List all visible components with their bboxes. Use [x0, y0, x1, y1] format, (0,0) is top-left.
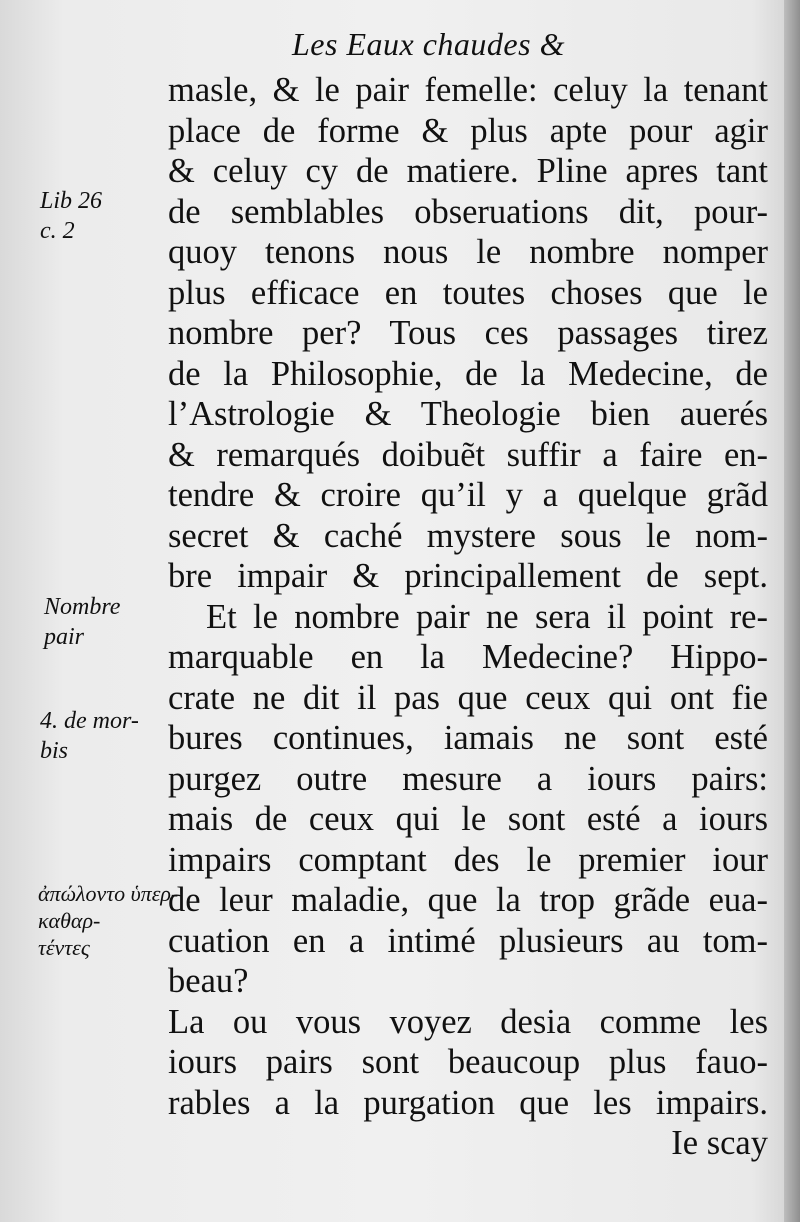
text-line: rables a la purgation que les impairs.	[168, 1083, 768, 1122]
margin-note-line: bis	[40, 738, 69, 764]
text-line: Ie scay	[671, 1124, 768, 1162]
text-line: & celuy cy de matiere. Pline apres tant	[168, 152, 768, 190]
margin-note-line: τέντες	[38, 935, 90, 960]
text-line: secret & caché mystere sous le nom-	[168, 516, 768, 555]
text-line: impairs comptant des le premier iour	[168, 840, 768, 879]
running-head: Les Eaux chaudes &	[292, 26, 565, 62]
text-line: iours pairs sont beaucoup plus fauo-	[168, 1043, 768, 1081]
text-line: bures continues, iamais ne sont esté	[168, 719, 768, 757]
text-line: tendre & croire qu’il y a quelque grãd	[168, 476, 768, 514]
page-edge-shadow	[784, 0, 800, 1222]
margin-note-de-morbis	[40, 706, 139, 766]
text-line: l’Astrologie & Theologie bien auerés	[168, 395, 768, 433]
margin-note-nombre-pair	[44, 592, 120, 652]
text-line: cuation en a intimé plusieurs au tom-	[168, 921, 768, 960]
text-line: La ou vous voyez desia comme les	[168, 1002, 768, 1041]
text-line: nombre per? Tous ces passages tirez	[168, 314, 768, 352]
margin-note-line: καθαρ-	[38, 908, 101, 933]
text-line: Et le nombre pair ne sera il point re-	[206, 597, 768, 636]
text-line: place de forme & plus apte pour agir	[168, 111, 768, 150]
text-line: de la Philosophie, de la Medecine, de	[168, 354, 768, 393]
margin-note-line: 4. de mor-	[40, 708, 139, 734]
text-line: beau?	[168, 962, 249, 1000]
text-line: mais de ceux qui le sont esté a iours	[168, 800, 768, 838]
text-line: bre impair & principallement de sept.	[168, 557, 768, 595]
margin-note-reference	[40, 186, 102, 246]
text-line: plus efficace en toutes choses que le	[168, 273, 768, 312]
text-line: & remarqués doibuẽt suffir a faire en-	[168, 435, 768, 474]
margin-note-line: ἀπώλοντο ὑπερ-	[38, 881, 179, 906]
margin-note-line: Nombre	[44, 594, 121, 620]
margin-note-line: Lib 26	[40, 188, 103, 214]
margin-note-line: c. 2	[40, 218, 75, 244]
text-line: purgez outre mesure a iours pairs:	[168, 759, 768, 798]
text-line: marquable en la Medecine? Hippo-	[168, 638, 768, 676]
text-line: de leur maladie, que la trop grãde eua-	[168, 881, 768, 919]
text-line: de semblables obseruations dit, pour-	[168, 192, 768, 231]
margin-note-greek	[38, 880, 178, 961]
text-line: quoy tenons nous le nombre nomper	[168, 233, 768, 271]
margin-note-line: pair	[44, 624, 85, 650]
text-line: masle, & le pair femelle: celuy la tenant	[168, 71, 768, 109]
text-line: crate ne dit il pas que ceux qui ont fie	[168, 678, 768, 717]
body-text	[168, 70, 768, 1164]
